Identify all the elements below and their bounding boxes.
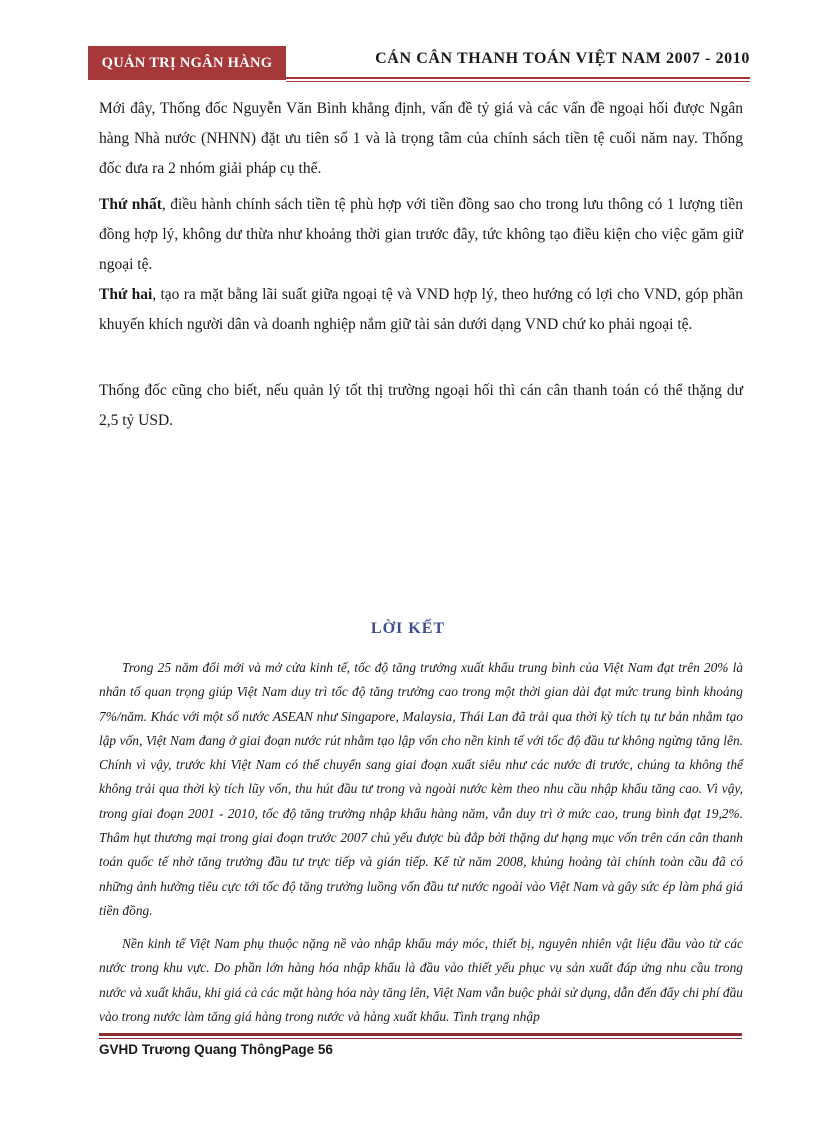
header-title: CÁN CÂN THANH TOÁN VIỆT NAM 2007 - 2010 [375,50,750,67]
solution-two-text: , tạo ra mặt bằng lãi suất giữa ngoại tệ và VND hợp lý, theo hướng có lợi cho VND, góp phần khuyến khích người dân và doanh nghiệp nắm giữ tài sản dưới dạng VND chứ ko phải ngoại tệ. [99,286,743,333]
solution-one-lead: Thứ nhất [99,196,162,213]
solution-one-text: , điều hành chính sách tiền tệ phù hợp với tiền đồng sao cho trong lưu thông có 1 lượng tiền đồng hợp lý, không dư thừa như khoảng thời gian trước đây, tức không tạo điều kiện cho việc găm giữ ngoại tệ. [99,196,743,273]
header-rule [286,77,750,79]
paragraph-solution-two [99,280,743,340]
paragraph-governor-statement: Mới đây, Thống đốc Nguyễn Văn Bình khẳng định, vấn đề tỷ giá và các vấn đề ngoại hối được Ngân hàng Nhà nước (NHNN) đặt ưu tiên số 1 và là trọng tâm của chính sách tiền tệ cuối năm nay. Thống đốc đưa ra 2 nhóm giải pháp cụ thể. [99,100,743,177]
footer-rule-thin [99,1038,742,1039]
paragraph-surplus: Thống đốc cũng cho biết, nếu quản lý tốt thị trường ngoại hối thì cán cân thanh toán có thể thặng dư 2,5 tỷ USD. [99,382,743,429]
header-rule-thin [286,81,750,82]
conclusion-title: LỜI KẾT [370,620,446,637]
paragraph-solution-one [99,190,743,280]
conclusion-paragraph-1: Trong 25 năm đổi mới và mở cửa kinh tế, tốc độ tăng trưởng xuất khẩu trung bình của Việt Nam đạt trên 20% là nhân tố quan trọng giúp Việt Nam duy trì tốc độ tăng trưởng cao trong một thời gian dài đạt mức trung bình khoảng 7%/năm. Khác với một số nước ASEAN như Singapore, Malaysia, Thái Lan đã trải qua thời kỳ tích tụ tư bản nhằm tạo lập vốn, Việt Nam đang ở giai đoạn nước rút nhằm tạo lập vốn cho nền kinh tế với tốc độ đầu tư không ngừng tăng lên. Chính vì vậy, trước khi Việt Nam có thể chuyển sang giai đoạn xuất siêu như các nước đi trước, chúng ta không thể không trải qua thời kỳ tích lũy vốn, thu hút đầu tư trong và ngoài nước kèm theo nhu cầu nhập khẩu tăng cao. Vì vậy, trong giai đoạn 2001 - 2010, tốc độ tăng trưởng nhập khẩu hàng năm, vẫn duy trì ở mức cao, trung bình đạt 19,2%. Thâm hụt thương mại trong giai đoạn trước 2007 chủ yếu được bù đắp bởi thặng dư hạng mục vốn trên cán cân thanh toán quốc tế nhờ tăng trưởng đầu tư trực tiếp và gián tiếp. Kể từ năm 2008, khủng hoảng tài chính toàn cầu đã có những ảnh hưởng tiêu cực tới tốc độ tăng trưởng luồng vốn đầu tư nước ngoài vào Việt Nam và gây sức ép làm phá giá tiền đồng. [99,660,743,918]
page-footer: GVHD Trương Quang ThôngPage 56 [99,1042,333,1057]
page-header [88,46,750,80]
footer-rule [99,1033,742,1036]
conclusion-paragraph-2: Nền kinh tế Việt Nam phụ thuộc nặng nề vào nhập khẩu máy móc, thiết bị, nguyên nhiên vật liệu đầu vào từ các nước trong khu vực. Do phần lớn hàng hóa nhập khẩu là đầu vào thiết yếu phục vụ sản xuất đáp ứng nhu cầu trong nước và xuất khẩu, khi giá cả các mặt hàng hóa này tăng lên, Việt Nam vẫn buộc phải sử dụng, dẫn đến đẩy chi phí đầu vào trong nước làm tăng giá hàng trong nước và hàng xuất khẩu. Tình trạng nhập [99,936,743,1024]
solution-two-lead: Thứ hai [99,286,153,303]
header-badge: QUẢN TRỊ NGÂN HÀNG [88,46,286,80]
